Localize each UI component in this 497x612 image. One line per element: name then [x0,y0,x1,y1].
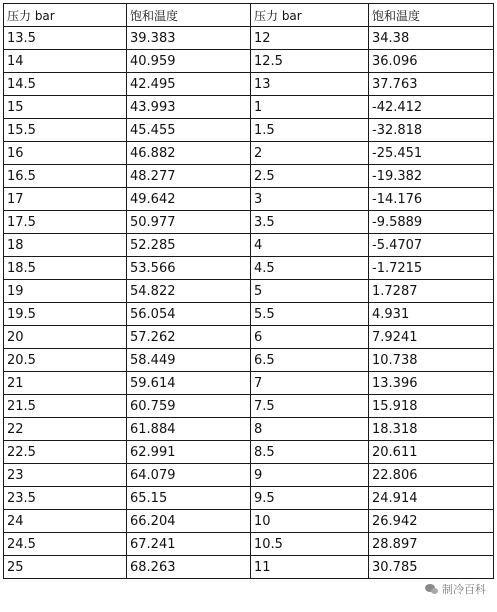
cell-saturation-temp-1: 62.991 [127,441,251,464]
cell-pressure-2: 2.5 [251,165,369,188]
cell-saturation-temp-1: 46.882 [127,142,251,165]
table-row [4,372,494,395]
cell-pressure-1: 19 [4,280,127,303]
cell-pressure-1: 21 [4,372,127,395]
cell-saturation-temp-1: 50.977 [127,211,251,234]
cell-saturation-temp-1: 42.495 [127,73,251,96]
cell-pressure-1: 25 [4,556,127,579]
cell-saturation-temp-1: 66.204 [127,510,251,533]
cell-saturation-temp-1: 52.285 [127,234,251,257]
cell-pressure-2: 2 [251,142,369,165]
table-row [4,257,494,280]
header-row [4,4,494,27]
cell-pressure-1: 16.5 [4,165,127,188]
cell-saturation-temp-1: 58.449 [127,349,251,372]
cell-saturation-temp-2: -32.818 [369,119,494,142]
cell-saturation-temp-1: 64.079 [127,464,251,487]
cell-pressure-2: 5 [251,280,369,303]
cell-pressure-1: 22.5 [4,441,127,464]
table-body [4,27,494,579]
cell-pressure-2: 7.5 [251,395,369,418]
cell-pressure-2: 12.5 [251,50,369,73]
cell-pressure-1: 13.5 [4,27,127,50]
table-row [4,50,494,73]
cell-saturation-temp-2: 1.7287 [369,280,494,303]
cell-saturation-temp-2: 36.096 [369,50,494,73]
header-pressure-1: 压力 bar [4,4,127,27]
cell-saturation-temp-1: 61.884 [127,418,251,441]
cell-saturation-temp-2: 7.9241 [369,326,494,349]
cell-saturation-temp-1: 40.959 [127,50,251,73]
table-row [4,142,494,165]
cell-pressure-2: 10 [251,510,369,533]
table-row [4,280,494,303]
cell-saturation-temp-1: 67.241 [127,533,251,556]
table-row [4,27,494,50]
table-container [3,3,494,579]
cell-pressure-1: 15.5 [4,119,127,142]
header-pressure-2: 压力 bar [251,4,369,27]
cell-saturation-temp-2: 15.918 [369,395,494,418]
cell-saturation-temp-2: 30.785 [369,556,494,579]
cell-saturation-temp-2: -42.412 [369,96,494,119]
cell-saturation-temp-2: 18.318 [369,418,494,441]
table-row [4,441,494,464]
cell-pressure-1: 23.5 [4,487,127,510]
cell-saturation-temp-1: 65.15 [127,487,251,510]
cell-saturation-temp-2: 37.763 [369,73,494,96]
cell-pressure-2: 5.5 [251,303,369,326]
cell-pressure-1: 18 [4,234,127,257]
table-row [4,326,494,349]
cell-saturation-temp-2: 20.611 [369,441,494,464]
cell-saturation-temp-2: -1.7215 [369,257,494,280]
cell-pressure-2: 9.5 [251,487,369,510]
table-row [4,395,494,418]
cell-pressure-1: 21.5 [4,395,127,418]
cell-pressure-2: 6.5 [251,349,369,372]
table-row [4,349,494,372]
cell-pressure-2: 8 [251,418,369,441]
pressure-saturation-table [3,3,494,579]
cell-pressure-2: 3.5 [251,211,369,234]
cell-saturation-temp-1: 57.262 [127,326,251,349]
cell-pressure-1: 17 [4,188,127,211]
table-row [4,303,494,326]
cell-pressure-1: 14.5 [4,73,127,96]
cell-saturation-temp-2: 34.38 [369,27,494,50]
cell-saturation-temp-2: 13.396 [369,372,494,395]
cell-pressure-2: 6 [251,326,369,349]
cell-pressure-1: 18.5 [4,257,127,280]
cell-pressure-2: 13 [251,73,369,96]
cell-saturation-temp-2: -25.451 [369,142,494,165]
cell-pressure-1: 15 [4,96,127,119]
cell-saturation-temp-1: 45.455 [127,119,251,142]
cell-saturation-temp-2: 22.806 [369,464,494,487]
table-row [4,188,494,211]
table-row [4,556,494,579]
watermark [422,580,489,598]
cell-saturation-temp-1: 43.993 [127,96,251,119]
cell-pressure-2: 3 [251,188,369,211]
cell-saturation-temp-2: 28.897 [369,533,494,556]
table-row [4,533,494,556]
cell-pressure-2: 11 [251,556,369,579]
table-row [4,510,494,533]
cell-pressure-1: 17.5 [4,211,127,234]
cell-saturation-temp-1: 39.383 [127,27,251,50]
cell-pressure-1: 24.5 [4,533,127,556]
cell-pressure-2: 10.5 [251,533,369,556]
cell-saturation-temp-2: 26.942 [369,510,494,533]
cell-pressure-1: 20.5 [4,349,127,372]
cell-pressure-1: 19.5 [4,303,127,326]
cell-saturation-temp-2: 10.738 [369,349,494,372]
table-row [4,119,494,142]
cell-saturation-temp-2: -19.382 [369,165,494,188]
cell-saturation-temp-2: -5.4707 [369,234,494,257]
cell-saturation-temp-1: 48.277 [127,165,251,188]
table-row [4,165,494,188]
cell-saturation-temp-1: 60.759 [127,395,251,418]
cell-saturation-temp-2: 4.931 [369,303,494,326]
cell-saturation-temp-1: 49.642 [127,188,251,211]
cell-saturation-temp-2: -14.176 [369,188,494,211]
cell-pressure-1: 22 [4,418,127,441]
cell-pressure-2: 1 [251,96,369,119]
watermark-text: 制冷百科 [442,583,486,596]
table-row [4,487,494,510]
table-row [4,234,494,257]
table-row [4,418,494,441]
table-row [4,211,494,234]
cell-pressure-2: 9 [251,464,369,487]
cell-pressure-2: 4 [251,234,369,257]
cell-pressure-1: 23 [4,464,127,487]
cell-pressure-2: 7 [251,372,369,395]
cell-pressure-2: 12 [251,27,369,50]
cell-saturation-temp-1: 68.263 [127,556,251,579]
cell-pressure-2: 8.5 [251,441,369,464]
cell-pressure-2: 4.5 [251,257,369,280]
table-row [4,464,494,487]
header-saturation-temp-1: 饱和温度 [127,4,251,27]
table-row [4,96,494,119]
cell-saturation-temp-1: 56.054 [127,303,251,326]
cell-saturation-temp-2: -9.5889 [369,211,494,234]
cell-pressure-2: 1.5 [251,119,369,142]
cell-pressure-1: 16 [4,142,127,165]
header-saturation-temp-2: 饱和温度 [369,4,494,27]
cell-saturation-temp-1: 59.614 [127,372,251,395]
wechat-icon [425,583,439,595]
cell-saturation-temp-2: 24.914 [369,487,494,510]
cell-saturation-temp-1: 54.822 [127,280,251,303]
cell-pressure-1: 14 [4,50,127,73]
cell-saturation-temp-1: 53.566 [127,257,251,280]
cell-pressure-1: 24 [4,510,127,533]
table-row [4,73,494,96]
cell-pressure-1: 20 [4,326,127,349]
